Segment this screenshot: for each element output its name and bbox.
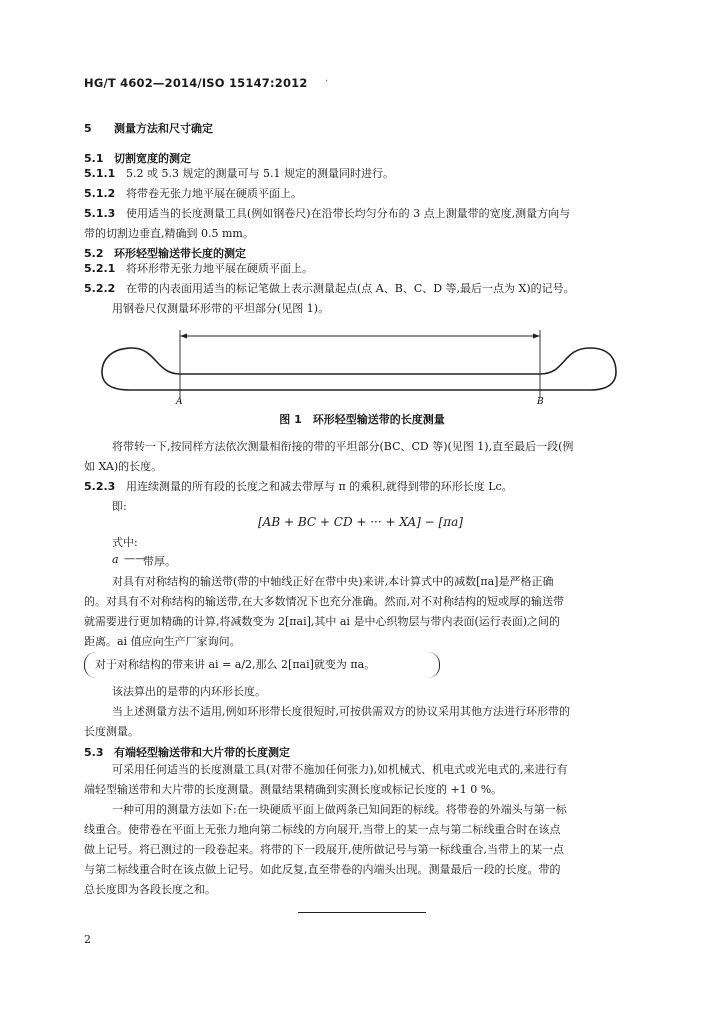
section-number: 5.2 bbox=[84, 247, 104, 260]
label-ji: 即: bbox=[112, 500, 127, 513]
paragraph-symmetric-line3: 就需要进行更加精确的计算,将减数变为 2[πai],其中 ai 是中心织物层与带内表面(运行表面)之间的 bbox=[84, 615, 561, 628]
paragraph-5-3-b-line1: 一种可用的测量方法如下:在一块硬质平面上做两条已知间距的标线。将带卷的外端头与第一标 bbox=[112, 803, 567, 816]
clause-text: 将带卷无张力地平展在硬质平面上。 bbox=[126, 187, 302, 200]
paragraph-symmetric-line2: 的。对具有不对称结构的输送带,在大多数情况下也充分准确。然而,对不对称结构的短或厚的输送带 bbox=[84, 595, 564, 608]
paragraph-5-3-a-line2: 端轻型输送带和大片带的长度测量。测量结果精确到实测长度或标记长度的 +1 0 %。 bbox=[84, 783, 503, 796]
clause-5-1-3-cont: 带的切割边垂直,精确到 0.5 mm。 bbox=[84, 227, 254, 240]
paragraph-alternative-line1: 当上述测量方法不适用,例如环形带长度很短时,可按供需双方的协议采用其他方法进行环形带的 bbox=[112, 705, 570, 718]
clause-text: 5.2 或 5.3 规定的测量可与 5.1 规定的测量同时进行。 bbox=[126, 167, 394, 180]
paragraph-inner-length: 该法算出的是带的内环形长度。 bbox=[112, 685, 266, 698]
clause-text: 使用适当的长度测量工具(例如钢卷尺)在沿带长均匀分布的 3 点上测量带的宽度,测量方向与 bbox=[126, 207, 571, 220]
variable-dash: —— bbox=[124, 552, 146, 565]
clause-number: 5.1.3 bbox=[84, 207, 116, 220]
clause-number: 5.2.1 bbox=[84, 262, 116, 275]
length-formula: [AB + BC + CD + ··· + XA] − [πa] bbox=[258, 515, 463, 529]
section-title: 测量方法和尺寸确定 bbox=[114, 122, 213, 135]
clause-text: 在带的内表面用适当的标记笔做上表示测量起点(点 A、B、C、D 等,最后一点为 X)的记号。 bbox=[126, 282, 575, 295]
paragraph-5-3-b-line4: 与第二标线重合时在该点做上记号。如此反复,直至带卷的内端头出现。测量最后一段的长度。带的 bbox=[84, 863, 561, 876]
clause-number: 5.1.1 bbox=[84, 167, 116, 180]
paragraph-symmetric-line4: 距离。ai 值应向生产厂家询问。 bbox=[84, 635, 241, 648]
clause-5-2-2-cont: 用钢卷尺仅测量环形带的平坦部分(见图 1)。 bbox=[112, 302, 330, 315]
variable-description: 带厚。 bbox=[143, 555, 176, 568]
section-title: 切割宽度的测定 bbox=[114, 152, 191, 165]
page-number: 2 bbox=[84, 933, 91, 946]
clause-text: 将环形带无张力地平展在硬质平面上。 bbox=[126, 262, 313, 275]
paragraph-symmetric-line1: 对具有对称结构的输送带(带的中轴线正好在带中央)来讲,本计算式中的减数[πa]是严格正确 bbox=[112, 575, 554, 588]
paragraph-alternative-line2: 长度测量。 bbox=[84, 725, 139, 738]
paragraph-5-3-b-line2: 线重合。使带卷在平面上无张力地向第二标线的方向展开,当带上的某一点与第二标线重合时在该点 bbox=[84, 823, 561, 836]
label-where: 式中: bbox=[112, 536, 138, 549]
section-number: 5.1 bbox=[84, 152, 104, 165]
paragraph-turn-line1: 将带转一下,按同样方法依次测量相衔接的带的平坦部分(BC、CD 等)(见图 1),直至最后一段(例 bbox=[112, 440, 574, 453]
section-title: 有端轻型输送带和大片带的长度测定 bbox=[114, 746, 290, 759]
note-box: 对于对称结构的带来讲 ai = a/2,那么 2[πai]就变为 πa。 bbox=[84, 652, 440, 678]
label-a: A bbox=[176, 397, 183, 407]
clause-number: 5.1.2 bbox=[84, 187, 116, 200]
paragraph-5-3-b-line3: 做上记号。将已测过的一段卷起来。将带的下一段展开,使所做记号与第一标线重合,当带上的某一点 bbox=[84, 843, 564, 856]
section-number: 5.3 bbox=[84, 746, 104, 759]
section-5-3-heading bbox=[84, 744, 290, 760]
figure-1-caption: 图 1 环形轻型输送带的长度测量 bbox=[279, 413, 445, 426]
document-header: HG/T 4602—2014/ISO 15147:2012 bbox=[84, 76, 308, 90]
clause-text: 用连续测量的所有段的长度之和减去带厚与 π 的乘积,就得到带的环形长度 Lc。 bbox=[126, 480, 513, 493]
arrow-left bbox=[180, 334, 187, 339]
belt-outline bbox=[102, 348, 616, 390]
header-dot: · bbox=[325, 76, 329, 87]
end-rule bbox=[298, 912, 426, 913]
clause-number: 5.2.2 bbox=[84, 282, 116, 295]
paragraph-turn-line2: 如 XA)的长度。 bbox=[84, 460, 163, 473]
variable-symbol: a bbox=[112, 553, 119, 566]
section-title: 环形轻型输送带长度的测定 bbox=[114, 247, 246, 260]
arrow-right bbox=[533, 334, 540, 339]
label-b: B bbox=[537, 397, 544, 407]
paragraph-5-3-b-line5: 总长度即为各段长度之和。 bbox=[84, 883, 216, 896]
clause-5-2-3 bbox=[84, 477, 513, 497]
paragraph-5-3-a-line1: 可采用任何适当的长度测量工具(对带不施加任何张力),如机械式、机电式或光电式的,来进行有 bbox=[112, 763, 568, 776]
clause-number: 5.2.3 bbox=[84, 480, 116, 493]
section-number: 5 bbox=[84, 122, 92, 135]
